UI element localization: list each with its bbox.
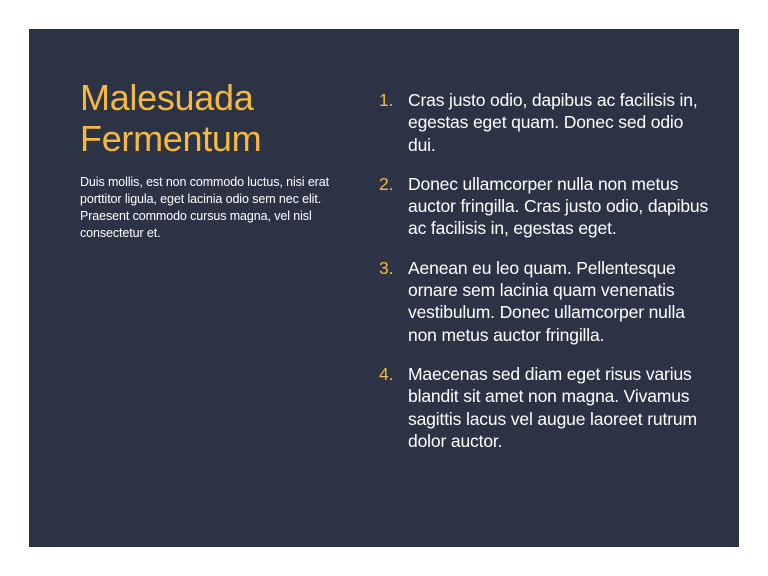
list-item-number: 2. bbox=[379, 173, 394, 194]
list-item-number: 4. bbox=[379, 363, 394, 384]
list-item-text: Maecenas sed diam eget risus varius blandit sit amet non magna. Vivamus sagittis lacus vel augue laoreet rutrum dolor auctor. bbox=[408, 363, 697, 451]
slide-title bbox=[80, 77, 340, 159]
list-item-number: 1. bbox=[379, 90, 394, 110]
numbered-list bbox=[379, 89, 709, 469]
slide-title-line-1: Malesuada bbox=[80, 77, 254, 118]
list-item bbox=[379, 363, 709, 452]
list-item-text: Donec ullamcorper nulla non metus auctor fringilla. Cras justo odio, dapibus ac facilisis in, egestas eget. bbox=[408, 173, 709, 239]
slide-body-text: Duis mollis, est non commodo luctus, nisi erat porttitor ligula, eget lacinia odio sem nec elit. Praesent commodo cursus magna, vel nisl consectetur et. bbox=[80, 175, 329, 240]
list-item-number: 3. bbox=[379, 257, 394, 278]
list-item bbox=[379, 257, 709, 346]
list-item-text: Aenean eu leo quam. Pellentesque ornare sem lacinia quam venenatis vestibulum. Donec ullamcorper nulla non metus auctor fringilla. bbox=[408, 257, 685, 345]
slide bbox=[29, 29, 739, 547]
slide-title-line-2: Fermentum bbox=[80, 118, 262, 159]
list-item bbox=[379, 89, 709, 156]
list-item bbox=[379, 173, 709, 240]
list-item-text: Cras justo odio, dapibus ac facilisis in, egestas eget quam. Donec sed odio dui. bbox=[408, 90, 698, 155]
